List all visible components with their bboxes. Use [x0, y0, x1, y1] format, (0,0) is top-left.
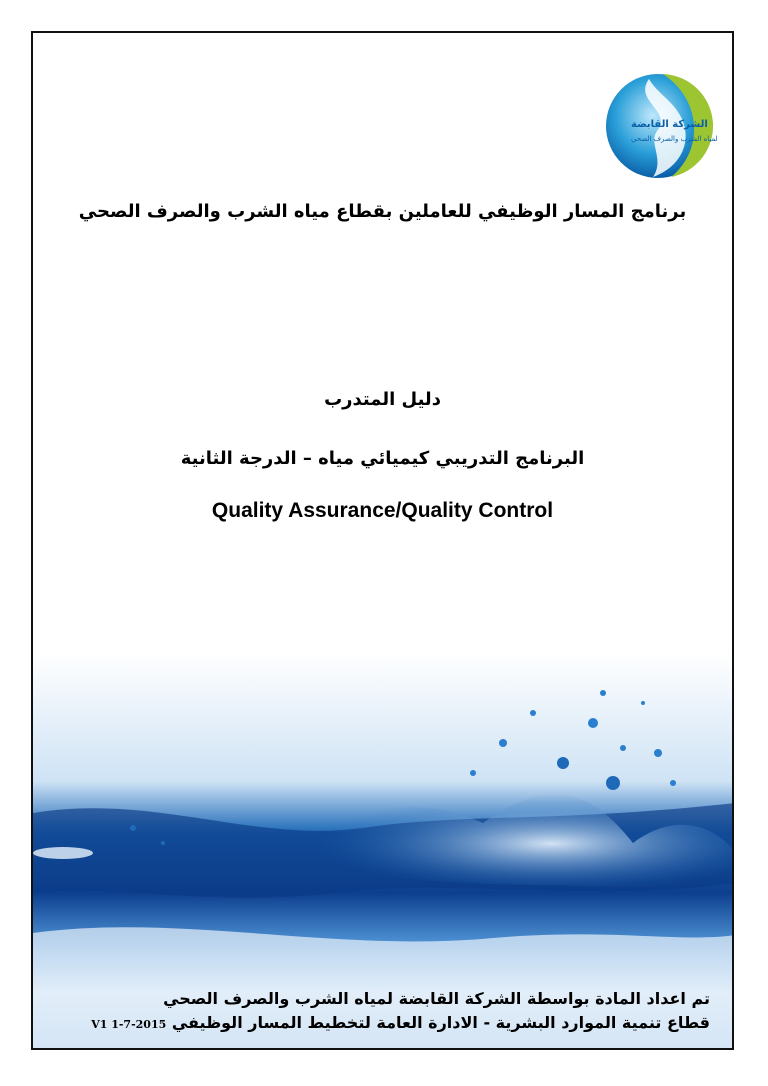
- version-label: V1 1-7-2015: [91, 1018, 167, 1031]
- footer: [55, 987, 710, 1037]
- logo-org-name: الشركة القابضة: [631, 119, 708, 130]
- training-program-title: البرنامج التدريبي كيميائي مياه – الدرجة الثانية: [180, 448, 585, 469]
- footer-prepared-by: تم اعداد المادة بواسطة الشركة القابضة لمياه الشرب والصرف الصحي: [163, 989, 710, 1008]
- footer-department-text: قطاع تنمية الموارد البشرية - الادارة العامة لتخطيط المسار الوظيفي: [171, 1013, 710, 1032]
- page-frame: [31, 31, 734, 1050]
- trainee-guide-label: دليل المتدرب: [324, 389, 441, 410]
- company-logo: [553, 71, 723, 181]
- course-title: Quality Assurance/Quality Control: [211, 499, 554, 522]
- footer-department: [55, 1011, 710, 1037]
- logo-org-sub: لمياه الشرب والصرف الصحي: [631, 135, 718, 143]
- logo-emblem: [553, 71, 723, 181]
- program-header-title: برنامج المسار الوظيفي للعاملين بقطاع مياه الشرب والصرف الصحي: [78, 201, 687, 222]
